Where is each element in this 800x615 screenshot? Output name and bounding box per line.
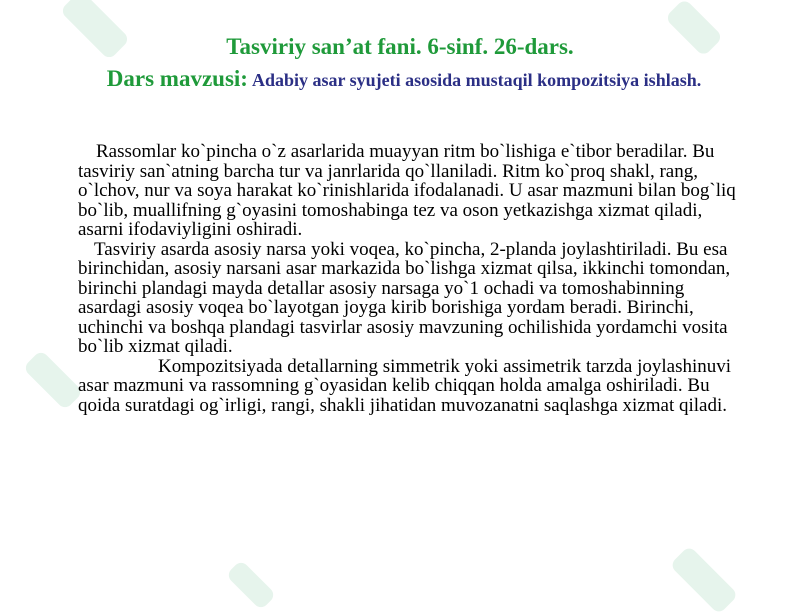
topic-text: Adabiy asar syujeti asosida mustaqil kompozitsiya ishlash. (251, 70, 702, 90)
page-title: Tasviriy san’at fani. 6-sinf. 26-dars. (226, 34, 574, 59)
paragraph: Kompozitsiyada detallarning simmetrik yoki assimetrik tarzda joylashinuvi asar mazmuni va rassomning g`oyasidan kelib chiqqan holda amalga oshiriladi. Bu qoida suratdagi og`irligi, rangi, shakli jihatidan muvozanatni saqlashga xizmat qiladi. (78, 355, 732, 416)
topic-label: Dars mavzusi: (106, 66, 248, 91)
paragraph: Tasviriy asarda asosiy narsa yoki voqea, ko`pincha, 2-planda joylashtiriladi. Bu esa birinchidan, asosiy narsani asar markazida bo`lishga xizmat qilsa, ikkinchi tomondan, birinchi plandagi mayda detallar asosiy narsaga yo`1 ochadi va tomoshabinning asardagi asosiy voqea bo`layotgan joyga kirib borishiga yordam beradi. Birinchi, uchinchi va boshqa plandagi tasvirlar asosiy mavzuning ochilishida yordamchi vosita bo`lib xizmat qiladi. (78, 238, 731, 357)
lesson-body (78, 142, 746, 415)
paragraph: Rassomlar ko`pincha o`z asarlarida muayyan ritm bo`lishiga e`tibor beradilar. Bu tasviriy san`atning barcha tur va janrlarida qo`llaniladi. Ritm ko`proq shakl, rang, o`lchov, nur va soya harakat ko`rinishlarida ifodalanadi. U asar mazmuni bilan bog`liq bo`lib, muallifning g`oyasini tomoshabinga tez va oson yetkazishga xizmat qiladi, asarni ifodaviyligini oshiradi. (78, 141, 736, 240)
watermark-shape (226, 560, 277, 611)
watermark-shape (669, 545, 738, 614)
lesson-topic (74, 66, 734, 95)
watermark-shape (23, 350, 84, 411)
